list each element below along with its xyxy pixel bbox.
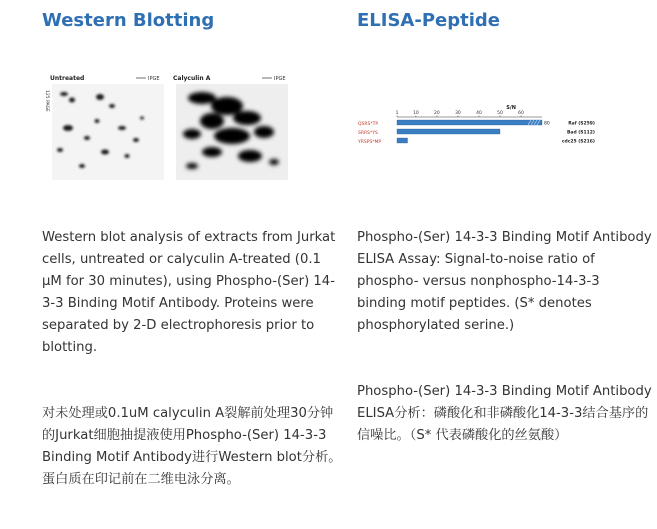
western-blot-caption-en: Western blot analysis of extracts from Jurkat cells, untreated or calyculin A-treated (0.1 μM for 30 minutes), using Phospho-(Ser) 14-3-3 Binding Motif Antibody. Proteins were separated by 2-D electrophoresis prior to blotting. (42, 230, 336, 355)
elisa-peptide-heading: ELISA-Peptide (357, 10, 500, 31)
panel2-label: Calyculin A (173, 75, 211, 82)
x-tick-label: 20 (434, 111, 440, 116)
western-blotting-heading: Western Blotting (42, 10, 215, 31)
axis-title: S/N (506, 105, 516, 111)
ipge-label-2: IPGE (274, 76, 286, 82)
category-label: Bad (S112) (566, 130, 595, 136)
elisa-caption-en: Phospho-(Ser) 14-3-3 Binding Motif Antibody ELISA Assay: Signal-to-noise ratio of phospho- versus nonphospho-14-3-3 binding motif peptides. (S* denotes phosphorylated serine.) (357, 230, 652, 333)
elisa-chart-svg (357, 102, 597, 152)
elisa-caption-cn: Phospho-(Ser) 14-3-3 Binding Motif Antibody ELISA分析：磷酸化和非磷酸化14-3-3结合基序的信噪比。（S* 代表磷酸化的丝氨酸） (357, 384, 652, 443)
x-tick-label: 40 (476, 111, 482, 116)
western-blot-caption-cn: 对未处理或0.1uM calyculin A裂解前处理30分钟的Jurkat细胞抽提液使用Phospho-(Ser) 14-3-3 Binding Motif Antibody进行Western blot分析。蛋白质在印记前在二维电泳分离。 (42, 406, 342, 487)
x-tick-label: 30 (455, 111, 461, 116)
bar (397, 138, 408, 143)
sequence-label: QSRS*TP (358, 122, 379, 127)
x-tick-label: 10 (413, 111, 419, 116)
bar (397, 120, 542, 125)
sequence-label: YRSPS*MP (358, 140, 382, 145)
panel1-label: Untreated (50, 75, 85, 82)
category-label: Raf (S259) (568, 121, 595, 127)
category-label: cdc25 (S216) (561, 139, 595, 145)
x-tick-label: 60 (518, 111, 524, 116)
western-blot-figure (42, 66, 292, 190)
mw-label: 125 PAGE (44, 90, 49, 112)
x-tick-label: 50 (497, 111, 503, 116)
elisa-chart (357, 102, 597, 156)
blot-panel-calyculin (176, 84, 288, 180)
ipge-label-1: IPGE (148, 76, 160, 82)
x-tick-label: 1 (395, 111, 399, 116)
western-blot-image (42, 66, 292, 186)
sequence-label: SRRS*YS (358, 131, 378, 136)
bar (397, 129, 500, 134)
bar-value-label: 80 (544, 121, 550, 127)
blot-panel-untreated (52, 84, 164, 180)
